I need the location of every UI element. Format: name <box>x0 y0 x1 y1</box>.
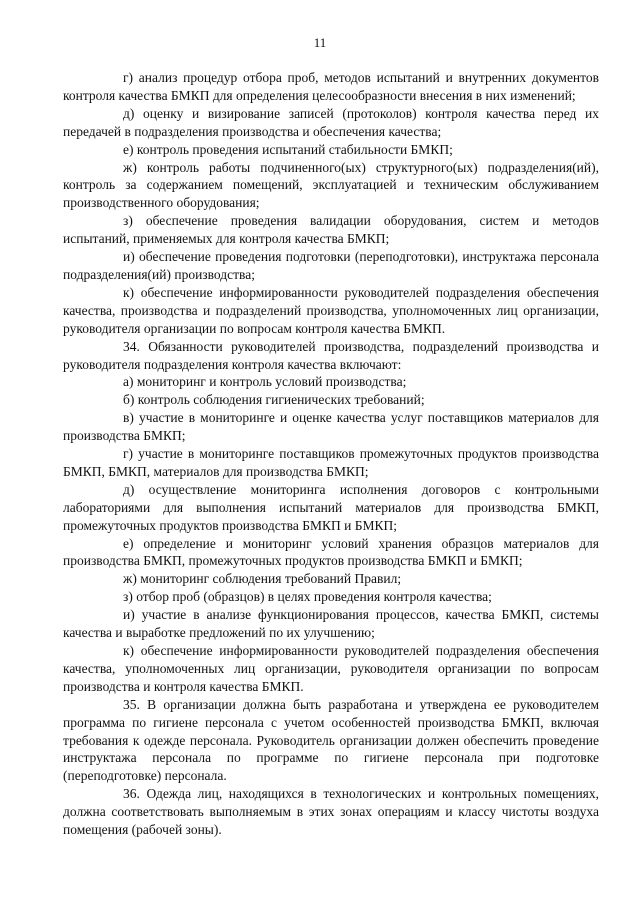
list-item <box>63 105 599 141</box>
item-label: а) <box>123 374 134 390</box>
section-text: Одежда лиц, находящихся в технологических и контрольных помещениях, должна соответствовать выполняемым в этих зонах операциям и классу чистоты воздуха помещения (рабочей зоны). <box>63 786 600 838</box>
item-label: г) <box>123 70 134 85</box>
item-text: участие в мониторинге поставщиков промежуточных продуктов производства БМКП, БМКП, материалов для производства БМКП; <box>63 446 599 479</box>
list-item <box>63 570 599 588</box>
document-body <box>63 69 599 839</box>
item-text: обеспечение проведения подготовки (переподготовки), инструктажа персонала подразделения(ий) производства; <box>63 249 599 282</box>
list-item <box>63 642 599 696</box>
item-text: обеспечение информированности руководителей подразделения обеспечения качества, уполномоченных лиц организации, руководителя организации по вопросам производства и контроля качества БМКП. <box>63 643 600 694</box>
list-item <box>63 391 599 409</box>
item-text: отбор проб (образцов) в целях проведения контроля качества; <box>136 589 492 605</box>
item-text: обеспечение проведения валидации оборудования, систем и методов испытаний, применяемых для контроля качества БМКП; <box>63 213 599 247</box>
section-paragraph <box>63 338 599 374</box>
item-label: г) <box>123 446 134 462</box>
item-label: д) <box>123 105 135 121</box>
list-item <box>63 445 599 481</box>
item-text: контроль соблюдения гигиенических требований; <box>137 392 425 408</box>
item-label: з) <box>123 589 133 605</box>
section-text: Обязанности руководителей производства, подразделений производства и руководителя подразделения контроля качества включают: <box>63 338 600 372</box>
item-text: оценку и визирование записей (протоколов) контроля качества перед их передачей в подразделения производства и обеспечения качества; <box>63 105 599 139</box>
item-label: и) <box>123 249 135 265</box>
section-number: 36. <box>123 786 140 802</box>
list-item <box>63 141 599 159</box>
item-text: обеспечение информированности руководителей подразделения обеспечения качества, производства и подразделений производства, уполномоченных лиц организации, руководителя организации по вопросам контроля качества БМКП. <box>63 284 600 336</box>
item-text: мониторинг соблюдения требований Правил; <box>140 571 402 587</box>
list-item <box>63 284 599 338</box>
list-item <box>63 373 599 391</box>
list-item <box>63 481 599 535</box>
item-label: в) <box>123 410 134 426</box>
item-label: з) <box>123 213 133 229</box>
item-label: ж) <box>123 571 137 587</box>
list-item <box>63 248 599 284</box>
item-label: к) <box>123 643 135 658</box>
item-label: е) <box>123 141 134 157</box>
item-text: участие в мониторинге и оценке качества услуг поставщиков материалов для производства БМКП; <box>63 410 600 444</box>
section-paragraph <box>63 696 599 786</box>
list-item <box>63 159 599 213</box>
section-text: В организации должна быть разработана и утверждена ее руководителем программа по гигиене персонала с учетом особенностей производства БМКП, включая требования к одежде персонала. Руководитель организации должен обеспечить проведение инструктажа персонала по программе по гигиене персонала при подготовке (переподготовке) персонала. <box>63 696 599 784</box>
page-number: 11 <box>313 35 327 50</box>
item-label: б) <box>123 392 135 408</box>
item-label: ж) <box>123 159 137 175</box>
list-item <box>63 535 599 571</box>
item-label: к) <box>123 284 135 300</box>
item-text: определение и мониторинг условий хранения образцов материалов для производства БМКП, промежуточных продуктов производства БМКП и БМКП; <box>63 535 600 569</box>
item-text: анализ процедур отбора проб, методов испытаний и внутренних документов контроля качества БМКП для определения целесообразности внесения в них изменений; <box>63 70 600 103</box>
list-item <box>63 606 599 642</box>
list-item <box>63 409 599 445</box>
item-label: е) <box>123 535 134 551</box>
item-text: участие в анализе функционирования процессов, качества БМКП, системы качества и выработке предложений по их улучшению; <box>63 607 599 641</box>
list-item <box>63 212 599 248</box>
list-item <box>63 69 599 105</box>
section-number: 35. <box>123 696 140 712</box>
section-number: 34. <box>123 338 140 354</box>
item-text: мониторинг и контроль условий производства; <box>136 374 407 390</box>
item-label: и) <box>123 607 135 623</box>
item-text: контроль работы подчиненного(ых) структурного(ых) подразделения(ий), контроль за содержанием помещений, эксплуатацией и техническим обслуживанием производственного оборудования; <box>63 159 600 211</box>
list-item <box>63 588 599 606</box>
item-label: д) <box>123 481 135 497</box>
section-paragraph <box>63 785 599 839</box>
item-text: контроль проведения испытаний стабильности БМКП; <box>136 141 453 157</box>
item-text: осуществление мониторинга исполнения договоров с контрольными лабораториями для выполнения испытаний материалов для производства БМКП, промежуточных продуктов производства БМКП и БМКП; <box>63 481 600 533</box>
